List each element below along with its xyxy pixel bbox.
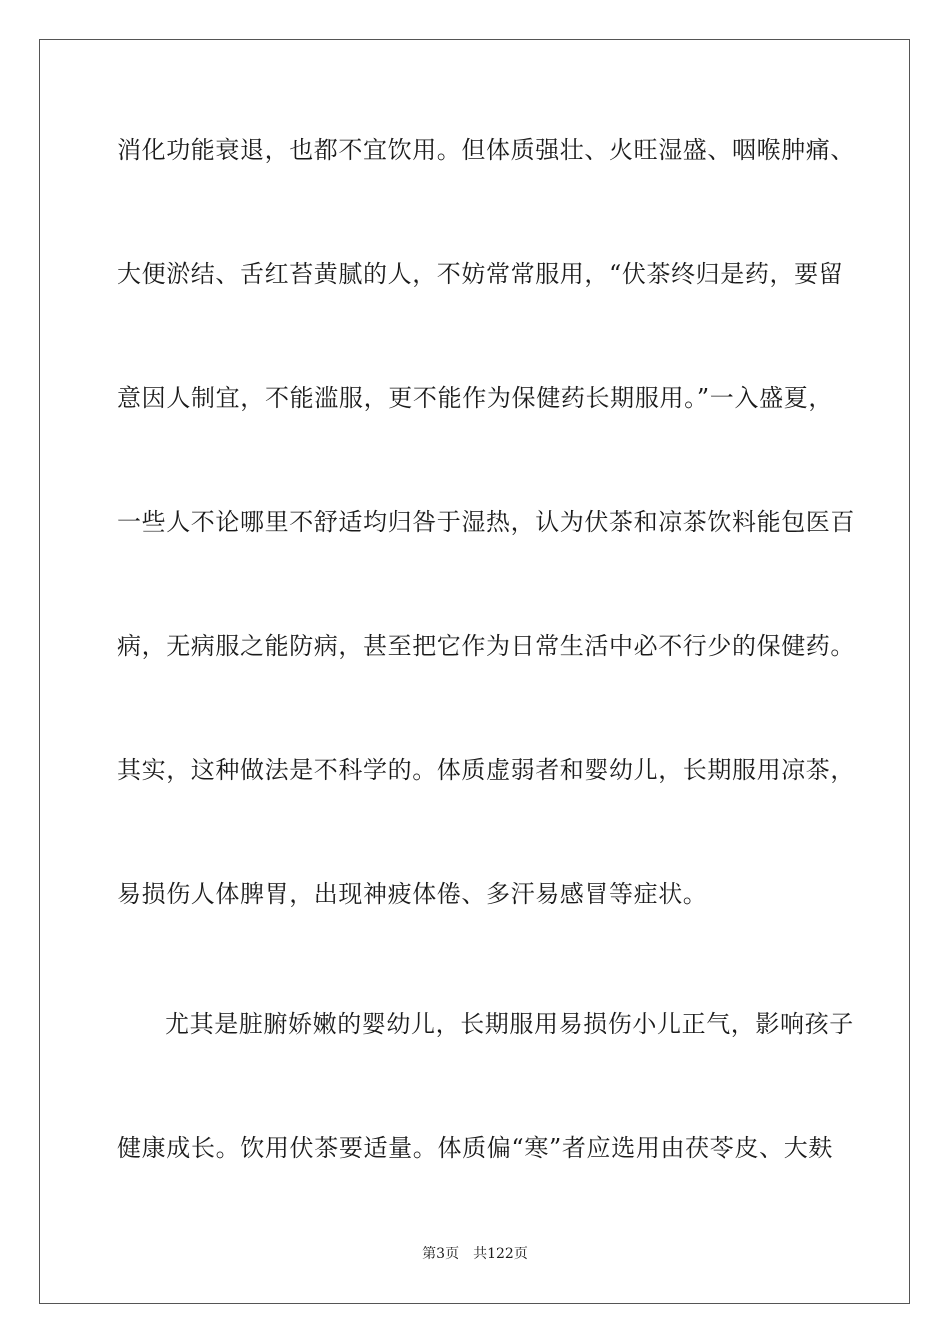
text-line: 大便淤结、舌红苔黄腻的人，不妨常常服用，“伏茶终归是药，要留 <box>117 260 844 288</box>
text-line: 意因人制宜，不能滥服，更不能作为保健药长期服用。”一入盛夏， <box>117 384 833 412</box>
total-pages: 共122页 <box>473 1246 528 1262</box>
text-line: 病，无病服之能防病，甚至把它作为日常生活中必不行少的保健药。 <box>117 632 855 660</box>
text-line: 健康成长。饮用伏茶要适量。体质偏“寒”者应选用由茯苓皮、大麸 <box>117 1134 833 1162</box>
page-border <box>39 39 910 1304</box>
text-line: 易损伤人体脾胃，出现神疲体倦、多汗易感冒等症状。 <box>117 880 708 908</box>
page-footer <box>0 1245 950 1263</box>
text-line: 其实，这种做法是不科学的。体质虚弱者和婴幼儿，长期服用凉茶， <box>117 756 855 784</box>
text-line: 消化功能衰退，也都不宜饮用。但体质强壮、火旺湿盛、咽喉肿痛、 <box>117 136 855 164</box>
text-line: 一些人不论哪里不舒适均归咎于湿热，认为伏茶和凉茶饮料能包医百 <box>117 508 855 536</box>
page-number: 第3页 <box>422 1246 460 1262</box>
paragraph-first-line: 尤其是脏腑娇嫩的婴幼儿，长期服用易损伤小儿正气，影响孩子 <box>165 1010 854 1038</box>
